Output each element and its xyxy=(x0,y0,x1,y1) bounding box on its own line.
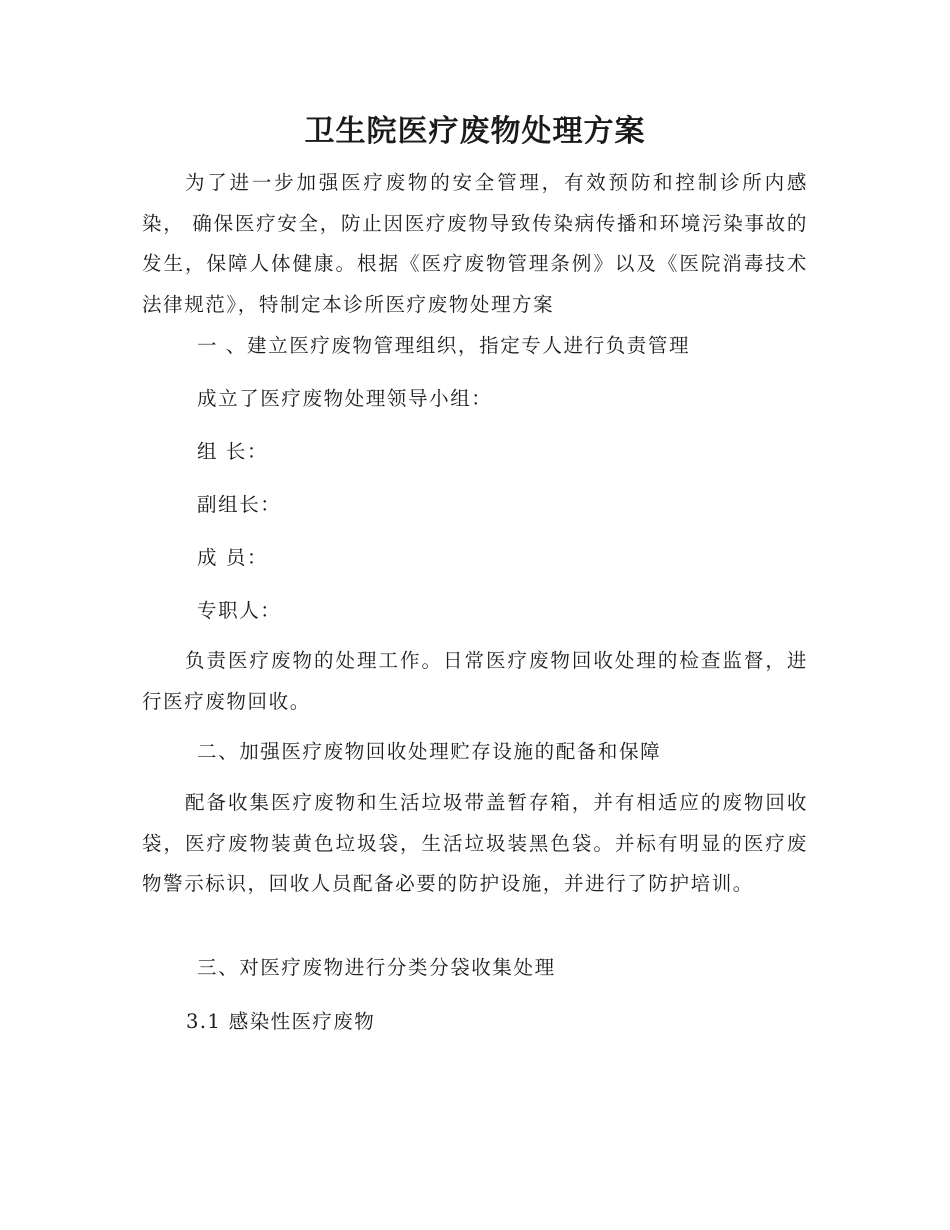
role-leader: 组 长： xyxy=(197,440,269,463)
section1-heading: 一 、建立医疗废物管理组织，指定专人进行负责管理 xyxy=(197,334,691,357)
leadership-group-line: 成立了医疗废物处理领导小组： xyxy=(197,387,493,410)
document-title: 卫生院医疗废物处理方案 xyxy=(304,114,646,149)
role-dedicated-staff: 专职人： xyxy=(197,599,282,622)
role-members: 成 员： xyxy=(197,546,269,569)
section3-heading: 三、对医疗废物进行分类分袋收集处理 xyxy=(197,956,556,979)
role-deputy-leader: 副组长： xyxy=(197,493,282,516)
section2-heading: 二、加强医疗废物回收处理贮存设施的配备和保障 xyxy=(197,740,662,763)
section2-paragraph: 配备收集医疗废物和生活垃圾带盖暂存箱，并有相适应的废物回收袋，医疗废物装黄色垃圾袋，生活垃圾装黑色袋。并标有明显的医疗废物警示标识，回收人员配备必要的防护设施，并进行了防护培训。 xyxy=(142,791,808,895)
intro-paragraph: 为了进一步加强医疗废物的安全管理，有效预防和控制诊所内感染， 确保医疗安全，防止因医疗废物导致传染病传播和环境污染事故的发生，保障人体健康。根据《医疗废物管理条例》以及《医院消毒技术法律规范》，特制定本诊所医疗废物处理方案 xyxy=(142,171,808,316)
section3-1-heading: 3.1 感染性医疗废物 xyxy=(186,1010,376,1033)
duty-paragraph: 负责医疗废物的处理工作。日常医疗废物回收处理的检查监督，进行医疗废物回收。 xyxy=(142,649,808,713)
